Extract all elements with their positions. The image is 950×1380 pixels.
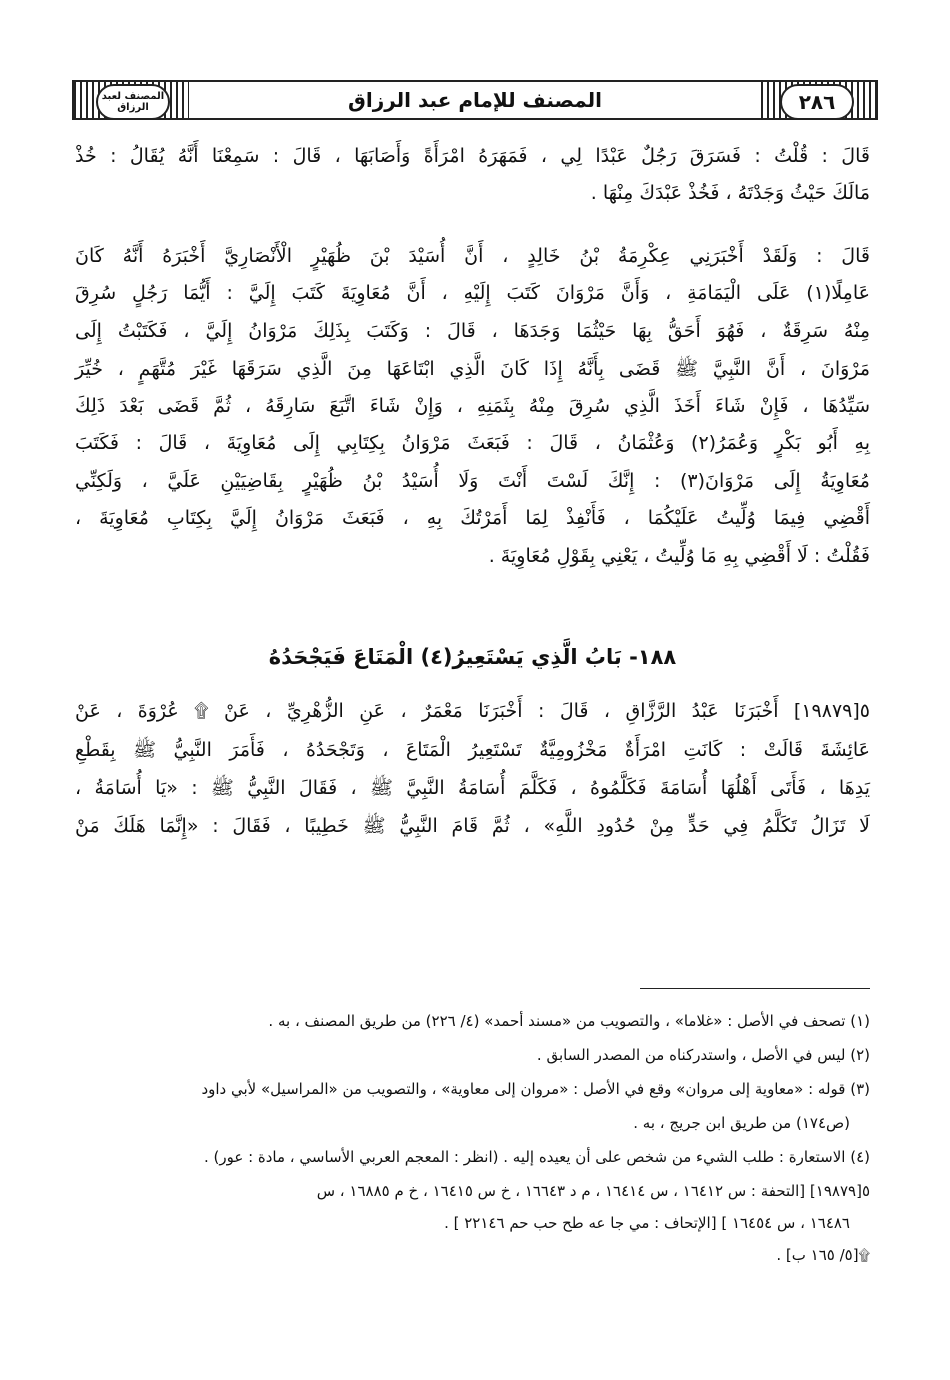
hadith-line: عَائِشَةَ قَالَتْ : كَانَتِ امْرَأَةٌ مَخْزُومِيَّةٌ تَسْتَعِيرُ الْمَتَاعَ ، وَتَجْحَدُهُ ، فَأَمَرَ النَّبِيُّ ﷺ بِقَطْعِ — [75, 739, 870, 761]
hadith-line: ٥[١٩٨٧٩] أَخْبَرَنَا عَبْدُ الرَّزَّاقِ ، قَالَ : أَخْبَرَنَا مَعْمَرٌ ، عَنِ الزُّهْرِيِّ ، عَنْ ۩ عُرْوَةَ ، عَنْ — [75, 700, 870, 722]
body-line: مَالَكَ حَيْثُ وَجَدْتَهُ ، فَخُذْ عَبْدَكَ مِنْهَا . — [590, 182, 870, 204]
logo-emblem: المصنف لعبد الرزاق — [96, 84, 170, 120]
body-line: قَالَ : قُلْتُ : فَسَرَقَ رَجُلٌ عَبْدًا لِي ، فَمَهَرَهُ امْرَأَةً وَأَصَابَهَا ، قَالَ : سَمِعْنَا أَنَّهُ يُقَالُ : خُذْ — [75, 145, 870, 167]
footnote: ١٦٤٨٦ ، س ١٦٤٥٤ ] [الإتحاف : مي جا عه طح حب حم ٢٢١٤٦ ] . — [444, 1214, 850, 1232]
footnote: ۩[٥/ ١٦٥ ب] . — [776, 1246, 870, 1264]
body-line: بِهِ أَبُو بَكْرٍ وَعُمَرُ(٢) وَعُثْمَانُ ، قَالَ : فَبَعَثَ مَرْوَانُ بِكِتَابِي إِلَى مُعَاوِيَةَ ، قَالَ : فَكَتَبَ — [75, 432, 870, 454]
body-line: فَقُلْتُ : لَا أَقْضِي بِهِ مَا وُلِّيتُ ، يَعْنِي بِقَوْلِ مُعَاوِيَةَ . — [488, 545, 870, 567]
body-line: أَقْضِي فِيمَا وُلِّيتُ عَلَيْكُمَا ، فَأَنْفِذْ لِمَا أَمَرْتُكَ بِهِ ، فَبَعَثَ مَرْوَانُ إِلَيَّ بِكِتَابِ مُعَاوِيَةَ ، — [75, 507, 870, 529]
footnote: (٤) الاستعارة : طلب الشيء من شخص على أن يعيده إليه . (انظر : المعجم العربي الأساسي ، مادة : عور) . — [203, 1148, 870, 1166]
footnote: (ص١٧٤) من طريق ابن جريج ، به . — [633, 1114, 850, 1132]
chapter-heading: ١٨٨- بَابُ الَّذِي يَسْتَعِيرُ(٤) الْمَتَاعَ فَيَجْحَدُهُ — [268, 645, 677, 669]
body-line: سَيِّدُهَا ، فَإِنْ شَاءَ أَخَذَ الَّذِي سُرِقَ مِنْهُ بِثَمَنِهِ ، وَإِنْ شَاءَ اتَّبَعَ سَارِقَهُ ، ثُمَّ قَضَى بَعْدَ ذَلِكَ — [75, 395, 870, 417]
body-line: عَامِلًا(١) عَلَى الْيَمَامَةِ ، وَأَنَّ مَرْوَانَ كَتَبَ إِلَيْهِ ، أَنَّ مُعَاوِيَةَ كَتَبَ إِلَيَّ : أَيُّمَا رَجُلٍ سُرِقَ — [75, 282, 870, 304]
hadith-line: يَدِهَا ، فَأَتَى أَهْلُهَا أُسَامَةَ فَكَلَّمُوهُ ، فَكَلَّمَ أُسَامَةُ النَّبِيَّ ﷺ ، فَقَالَ النَّبِيُّ ﷺ : «يَا أُسَامَةُ ، — [75, 777, 870, 799]
footnote-divider — [640, 988, 870, 989]
footnote: (١) تصحف في الأصل : «غلاما» ، والتصويب من «مسند أحمد» (٤/ ٢٢٦) من طريق المصنف ، به . — [268, 1012, 870, 1030]
footnote: ٥[١٩٨٧٩] [التحفة : س ١٦٤١٢ ، س ١٦٤١٤ ، م د ١٦٦٤٣ ، خ س ١٦٤١٥ ، خ م ١٦٨٨٥ ، س — [316, 1182, 870, 1200]
page-header — [72, 80, 878, 120]
body-line: مُعَاوِيَةُ إِلَى مَرْوَانَ(٣) : إِنَّكَ لَسْتَ أَنْتَ وَلَا أُسَيْدُ بْنُ ظُهَيْرٍ بِقَاضِيَيْنِ عَلَيَّ ، وَلَكِنِّي — [75, 470, 870, 492]
body-line: مَرْوَانَ ، أَنَّ النَّبِيَّ ﷺ قَضَى بِأَنَّهُ إِذَا كَانَ الَّذِي ابْتَاعَهَا مِنَ الَّذِي سَرَقَهَا غَيْرَ مُتَّهَمٍ ، خُيِّرَ — [75, 358, 870, 380]
footnote: (٣) قوله : «معاوية إلى مروان» وقع في الأصل : «مروان إلى معاوية» ، والتصويب من «المراسيل» لأبي داود — [201, 1080, 870, 1098]
book-title: المصنف للإمام عبد الرزاق — [347, 88, 603, 112]
body-line: مِنْهُ سَرِقَةٌ ، فَهُوَ أَحَقُّ بِهَا حَيْثُمَا وَجَدَهَا ، قَالَ : وَكَتَبَ بِذَلِكَ مَرْوَانُ إِلَيَّ ، فَكَتَبْتُ إِلَى — [75, 320, 870, 342]
body-line: قَالَ : وَلَقَدْ أَخْبَرَنِي عِكْرِمَةُ بْنُ خَالِدٍ ، أَنَّ أُسَيْدَ بْنَ ظُهَيْرٍ الْأَنْصَارِيَّ أَخْبَرَهُ أَنَّهُ كَانَ — [75, 245, 870, 267]
footnote: (٢) ليس في الأصل ، واستدركناه من المصدر السابق . — [536, 1046, 870, 1064]
hadith-line: لَا تَزَالُ تَكَلَّمُ فِي حَدٍّ مِنْ حُدُودِ اللَّهِ» ، ثُمَّ قَامَ النَّبِيُّ ﷺ خَطِيبًا ، فَقَالَ : «إِنَّمَا هَلَكَ مَنْ — [75, 815, 870, 837]
page-number: ٢٨٦ — [780, 84, 854, 120]
